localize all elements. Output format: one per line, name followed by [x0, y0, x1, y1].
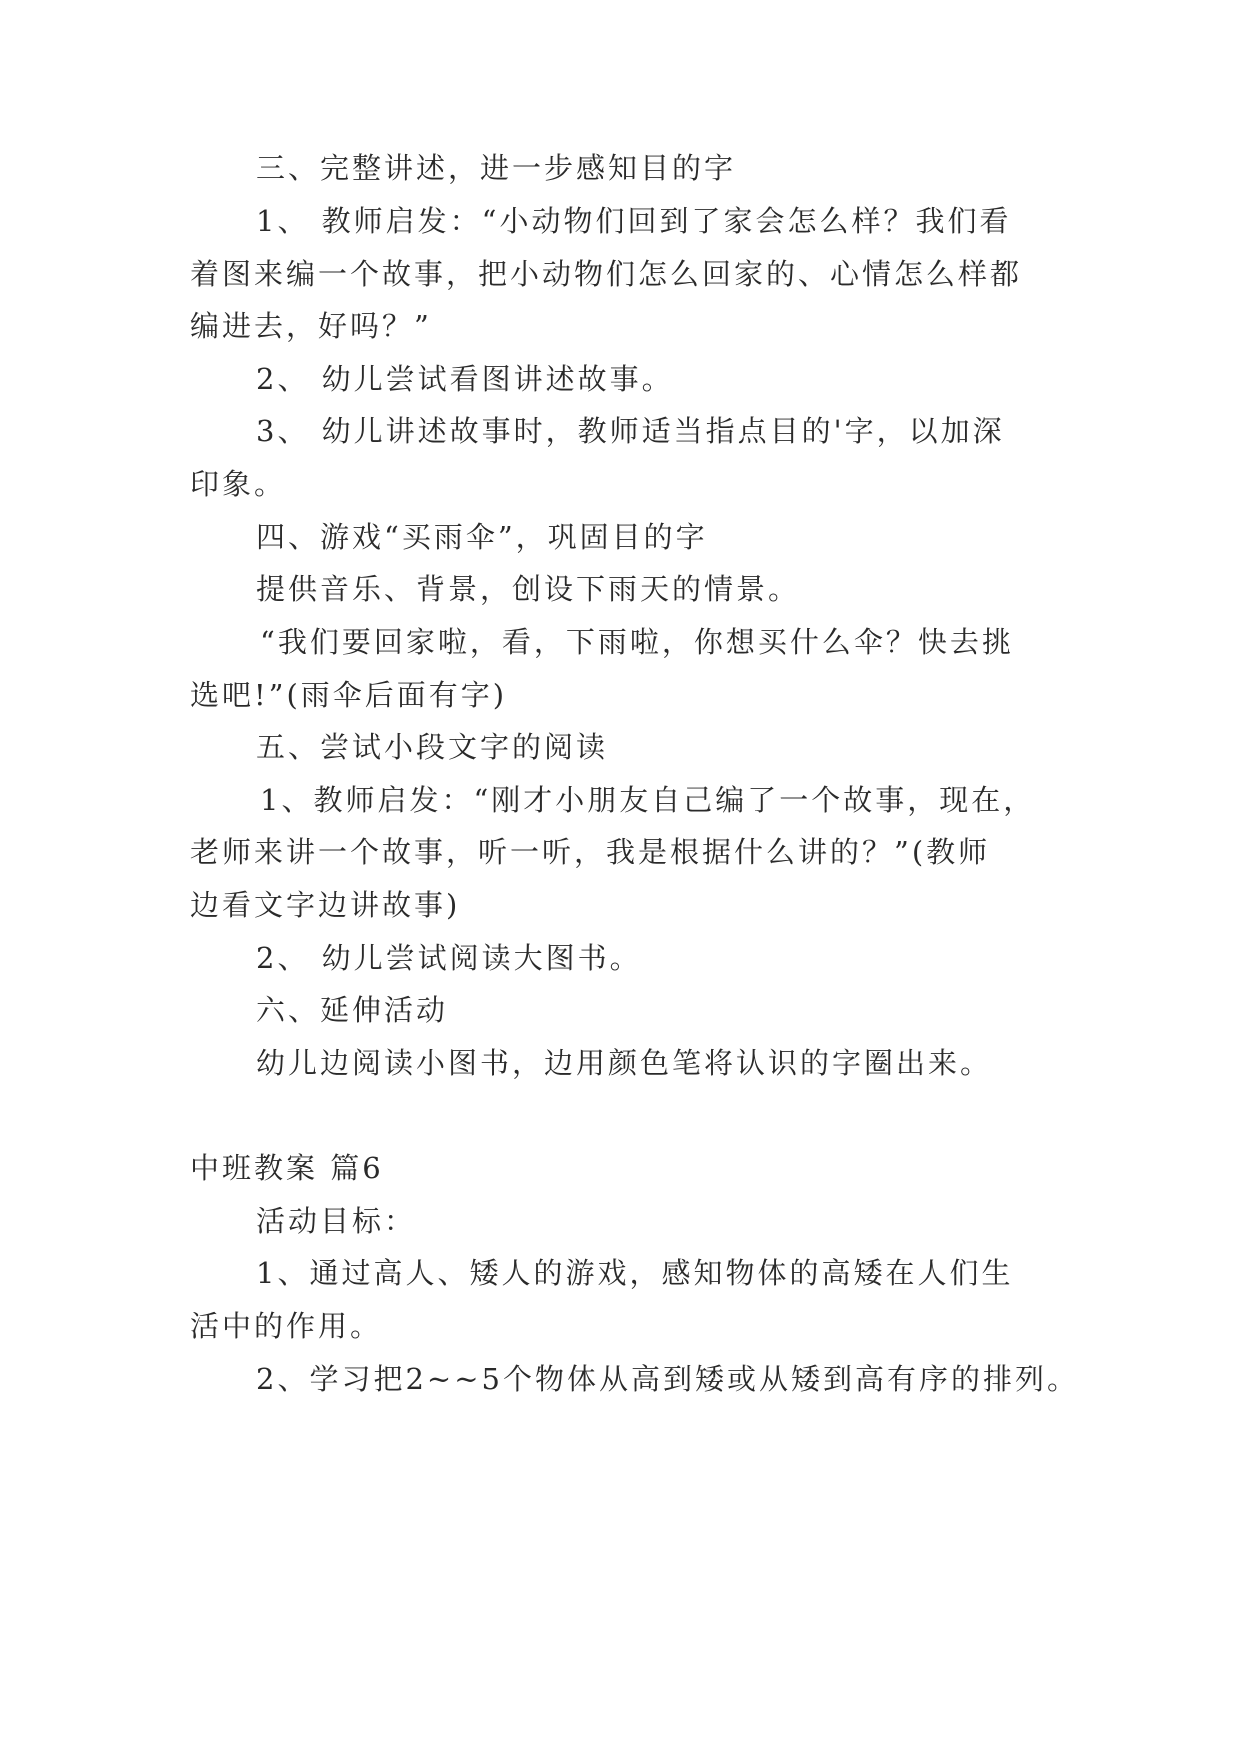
section-heading-4: 四、游戏“买雨伞”，巩固目的字: [256, 520, 708, 554]
paragraph-line: 3、 幼儿讲述故事时，教师适当指点目的'字，以加深: [256, 414, 1005, 448]
paragraph-line: “我们要回家啦，看，下雨啦，你想买什么伞？快去挑: [260, 625, 1014, 659]
subheading: 活动目标：: [256, 1204, 417, 1238]
paragraph-line: 印象。: [190, 467, 287, 501]
section-heading-6: 六、延伸活动: [256, 993, 449, 1027]
paragraph-line: 编进去，好吗？”: [190, 309, 432, 343]
paragraph-line: 着图来编一个故事，把小动物们怎么回家的、心情怎么样都: [190, 257, 1023, 291]
paragraph-line: 边看文字边讲故事): [190, 888, 461, 922]
paragraph-line: 1、 教师启发：“小动物们回到了家会怎么样？我们看: [256, 204, 1012, 238]
paragraph-line: 1、教师启发：“刚才小朋友自己编了一个故事，现在，: [260, 783, 1036, 817]
paragraph-line: 1、通过高人、矮人的游戏，感知物体的高矮在人们生: [256, 1256, 1014, 1290]
paragraph-line: 幼儿边阅读小图书，边用颜色笔将认识的字圈出来。: [256, 1046, 993, 1080]
paragraph-line: 老师来讲一个故事，听一听，我是根据什么讲的？”(教师: [190, 835, 991, 869]
section-heading-3: 三、完整讲述，进一步感知目的字: [256, 151, 737, 185]
paragraph-line: 提供音乐、背景，创设下雨天的情景。: [256, 572, 801, 606]
paragraph-line: 2、 幼儿尝试看图讲述故事。: [256, 362, 674, 396]
section-heading-5: 五、尝试小段文字的阅读: [256, 730, 609, 764]
paragraph-line: 选吧!”(雨伞后面有字): [190, 678, 508, 712]
article-title: 中班教案 篇6: [190, 1151, 384, 1185]
paragraph-line: 2、 幼儿尝试阅读大图书。: [256, 941, 642, 975]
paragraph-line: 2、学习把2~~5个物体从高到矮或从矮到高有序的排列。: [256, 1362, 1079, 1396]
paragraph-line: 活中的作用。: [190, 1309, 383, 1343]
